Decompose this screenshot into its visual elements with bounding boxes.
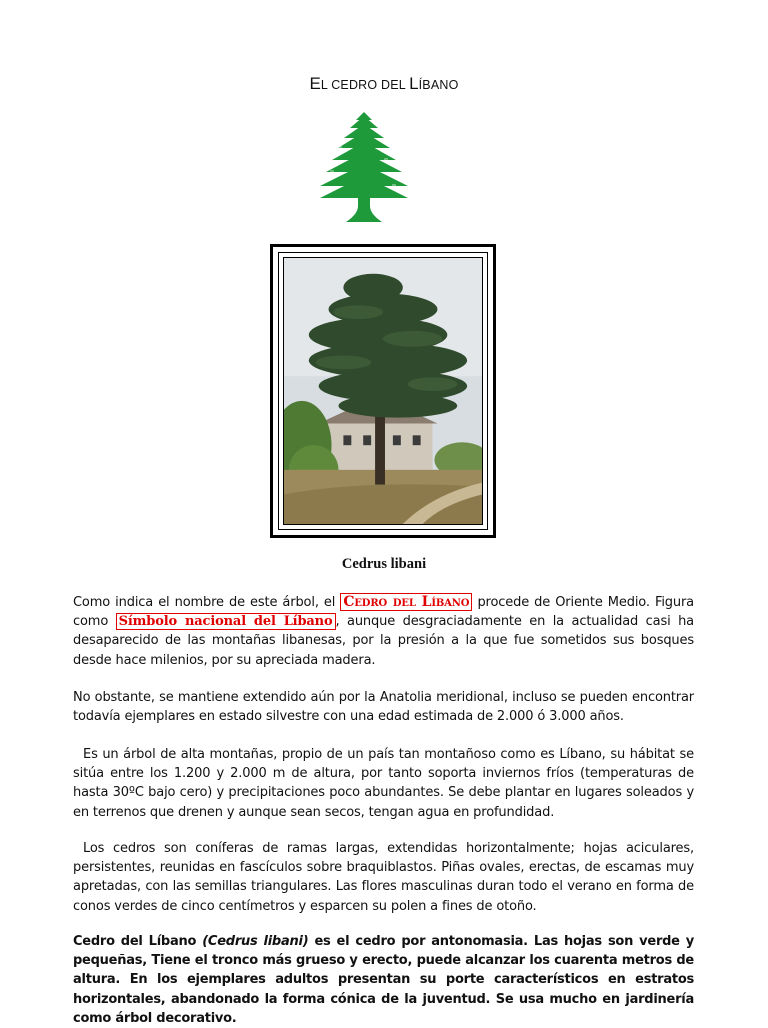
cedar-photo-frame: [270, 244, 496, 538]
paragraph-description: Los cedros son coníferas de ramas largas, extendidas horizontalmente; hojas aciculares, persistentes, reunidas en fascículos sobre braquiblastos. Piñas ovales, erectas, de escamas muy apretadas, con las semillas triangulares. Las flores masculinas duran todo el verano en forma de conos verdes de cinco centímetros y esparcen su polen a fines de otoño.: [73, 841, 694, 914]
paragraph-cedrus-libani: Cedro del Líbano (Cedrus libani) es el cedro por antonomasia. Las hojas son verde y pequeñas, Tiene el tronco más grueso y erecto, puede alcanzar los cuarenta metros de altura. En los ejemplares adultos presentan su porte característicos en estratos horizontales, abandonado la forma cónica de la juventud. Se usa mucho en jardinería como árbol decorativo.: [73, 934, 694, 1026]
highlight-simbolo-nacional: Símbolo nacional del Líbano: [116, 613, 336, 630]
cedar-photo: [283, 257, 483, 525]
paragraph-intro: Como indica el nombre de este árbol, el Cedro del Líbano procede de Oriente Medio. Figura como Símbolo nacional del Líbano , aunque desgraciadamente en la actualidad casi ha desaparecido de las montañas libanesas, por la presión a la que fue sometidos sus bosques desde hace milenios, por su apreciada madera.: [73, 594, 694, 668]
cedar-emblem-image: [318, 110, 410, 226]
paragraph-anatolia: No obstante, se mantiene extendido aún por la Anatolia meridional, incluso se pueden encontrar todavía ejemplares en estado silvestre con una edad estimada de 2.000 ó 3.000 años.: [73, 690, 694, 725]
paragraph-habitat: Es un árbol de alta montañas, propio de un país tan montañoso como es Líbano, su hábitat se sitúa entre los 1.200 y 2.000 m de altura, por tanto soporta inviernos fríos (temperaturas de hasta 30ºC bajo cero) y precipitaciones poco abundantes. Se debe plantar en lugares soleados y en terrenos que drenen y aunque sean secos, tengan agua en profundidad.: [73, 747, 694, 820]
photo-caption: Cedrus libani: [341, 556, 427, 572]
highlight-cedro-del-libano: Cedro del Líbano: [340, 593, 472, 611]
document-title: EL CEDRO DEL LÍBANO: [309, 74, 459, 93]
